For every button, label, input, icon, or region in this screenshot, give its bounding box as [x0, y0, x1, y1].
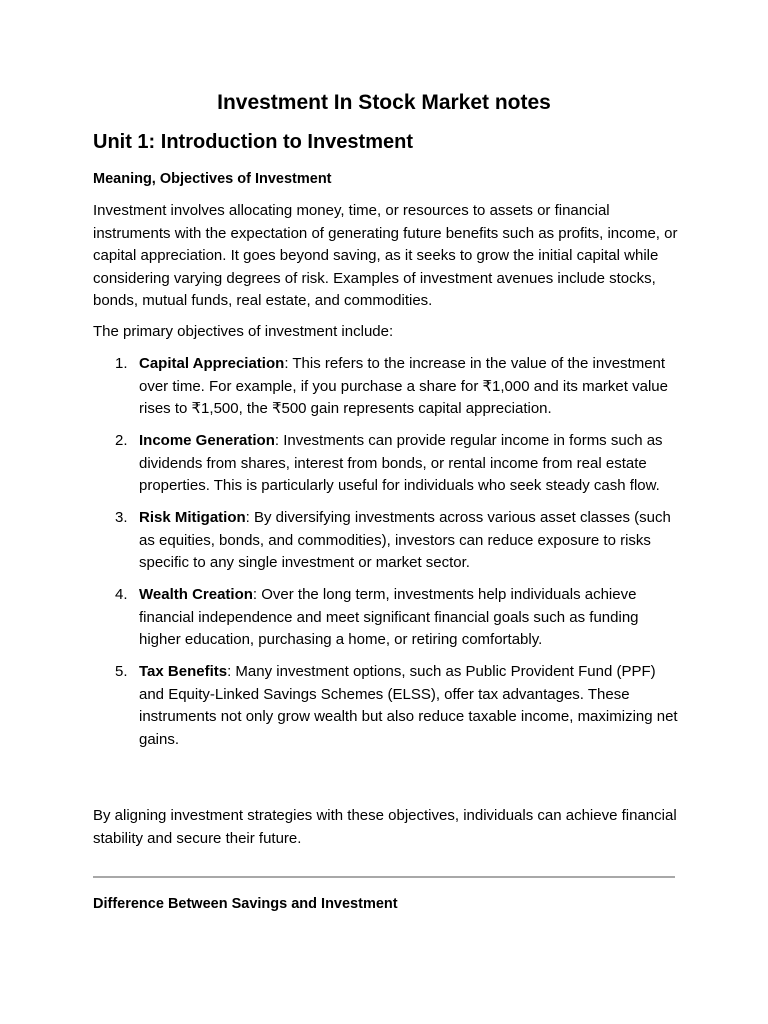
objectives-list [93, 353, 678, 761]
list-term: Capital Appreciation [139, 355, 285, 372]
objectives-lead: The primary objectives of investment include: [93, 323, 394, 340]
document-title: Investment In Stock Market notes [217, 91, 551, 114]
list-number: 4. [115, 586, 128, 603]
list-number: 1. [115, 355, 128, 372]
list-number: 2. [115, 432, 128, 449]
list-text: : This refers to the increase in the value of the investment over time. For example, if you purchase a share for ₹1,000 and its market value rises to ₹1,500, the ₹500 gain represents capital appreciation. [139, 355, 668, 417]
intro-paragraph: Investment involves allocating money, time, or resources to assets or financial instruments with the expectation of generating future benefits such as profits, income, or capital appreciation. It goes beyond saving, as it seeks to grow the initial capital while considering varying degrees of risk. Examples of investment avenues include stocks, bonds, mutual funds, real estate, and commodities. [93, 202, 678, 309]
list-item [93, 507, 678, 575]
unit-title: Unit 1: Introduction to Investment [93, 131, 413, 153]
list-text: : By diversifying investments across various asset classes (such as equities, bonds, and commodities), investors can reduce exposure to risks specific to any single investment or market sector. [139, 509, 671, 571]
section-heading-savings-vs-investment: Difference Between Savings and Investment [93, 896, 398, 912]
list-text: : Over the long term, investments help individuals achieve financial independence and meet significant financial goals such as funding higher education, purchasing a home, or retiring comfortably. [139, 586, 639, 648]
list-term: Tax Benefits [139, 663, 228, 680]
list-item [93, 353, 678, 421]
list-number: 3. [115, 509, 128, 526]
section-heading-meaning: Meaning, Objectives of Investment [93, 171, 332, 187]
list-item [93, 584, 678, 652]
list-term: Wealth Creation [139, 586, 253, 603]
section-divider [93, 876, 675, 878]
conclusion-paragraph: By aligning investment strategies with these objectives, individuals can achieve financial stability and secure their future. [93, 807, 677, 847]
list-text: : Investments can provide regular income in forms such as dividends from shares, interest from bonds, or rental income from real estate properties. This is particularly useful for individuals who seek steady cash flow. [139, 432, 663, 494]
list-number: 5. [115, 663, 128, 680]
list-term: Risk Mitigation [139, 509, 246, 526]
list-term: Income Generation [139, 432, 275, 449]
list-item [93, 430, 678, 498]
list-item [93, 661, 678, 751]
list-text: : Many investment options, such as Public Provident Fund (PPF) and Equity-Linked Savings Schemes (ELSS), offer tax advantages. These instruments not only grow wealth but also reduce taxable income, maximizing net gains. [139, 663, 678, 748]
